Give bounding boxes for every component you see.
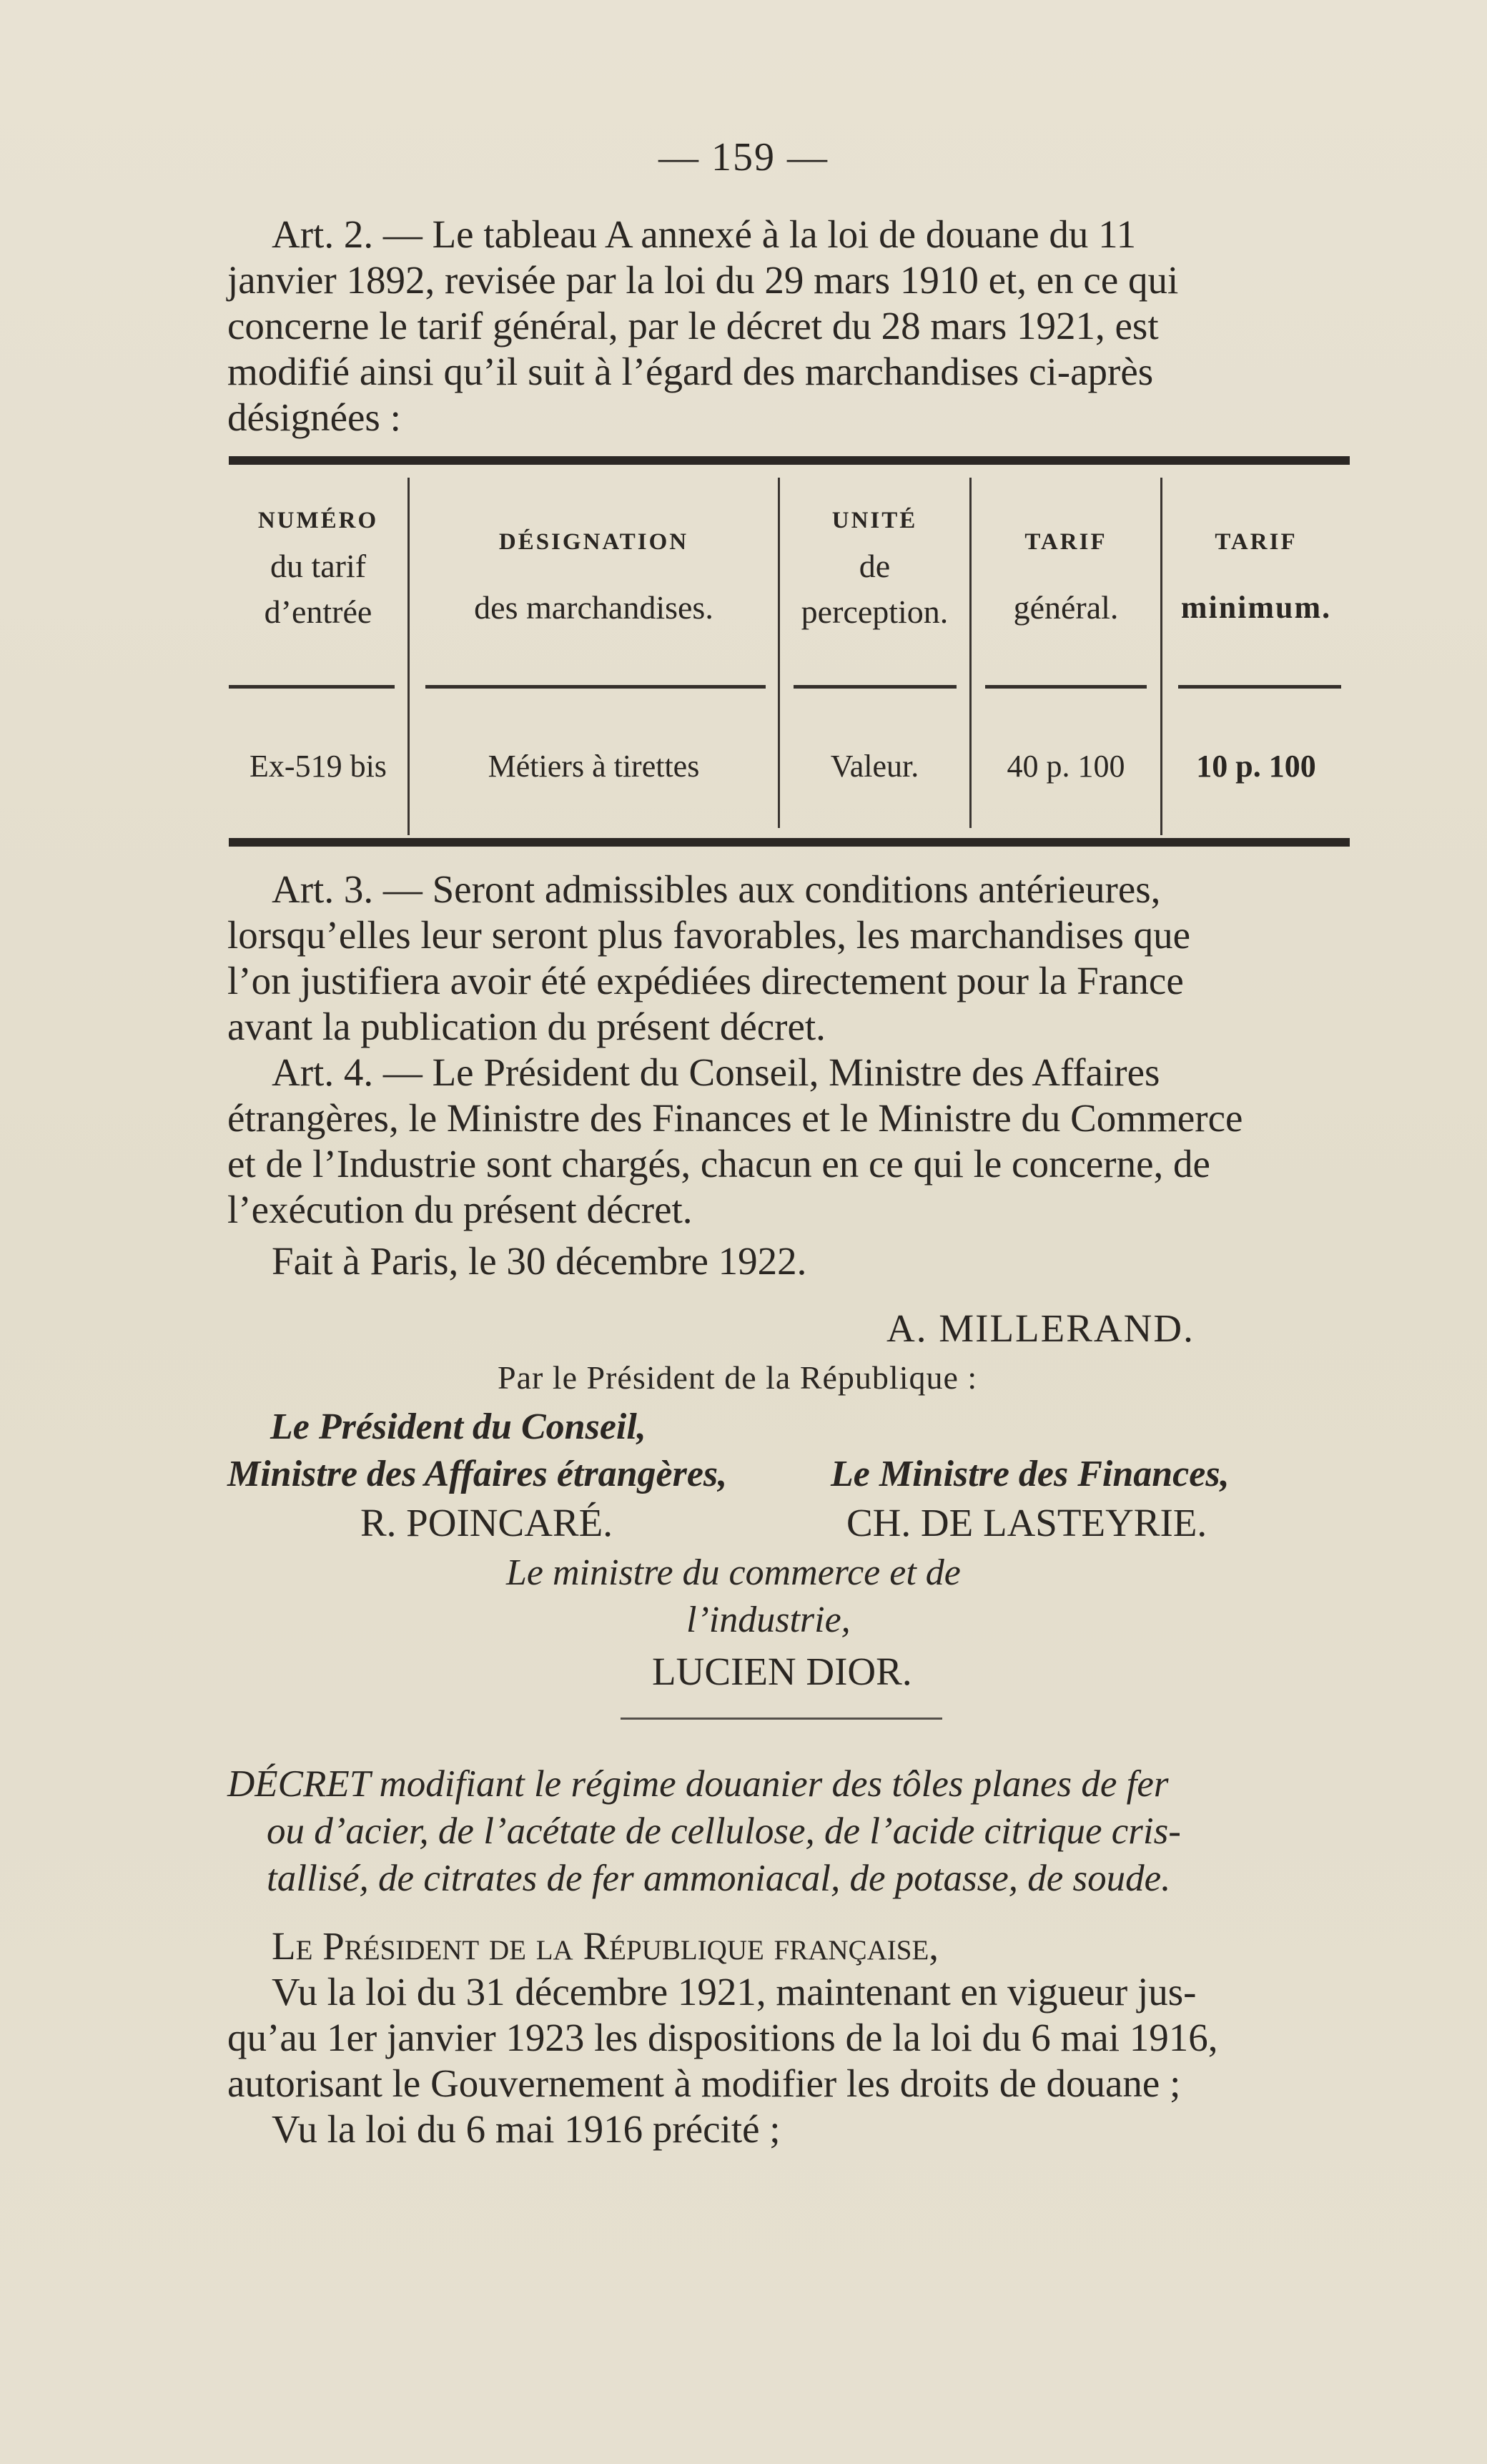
preamble-line: autorisant le Gouvernement à modifier les droits de douane ;	[227, 2061, 1181, 2105]
lasteyrie-name: CH. DE LASTEYRIE.	[846, 1501, 1207, 1544]
article-2-line: concerne le tarif général, par le décret du 28 mars 1921, est	[227, 304, 1159, 348]
header-underline	[794, 685, 957, 689]
preamble-line: qu’au 1er janvier 1923 les dispositions de la loi du 6 mai 1916,	[227, 2016, 1218, 2059]
tariff-table	[229, 478, 1350, 835]
article-2-line: désignées :	[227, 395, 401, 439]
article-2-line: janvier 1892, revisée par la loi du 29 mars 1910 et, en ce qui	[227, 258, 1179, 302]
decret-title-line: ou d’acier, de l’acétate de cellulose, de l’acide citrique cris-	[267, 1810, 1181, 1852]
header-unite: UNITÉ de perception.	[801, 508, 949, 630]
preamble	[227, 1923, 1353, 2152]
header-underline	[229, 685, 395, 689]
pc-title-1: Le Président du Conseil,	[270, 1406, 646, 1447]
fait-a-paris: Fait à Paris, le 30 décembre 1922.	[272, 1239, 807, 1283]
cell-numero: Ex-519 bis	[250, 749, 387, 784]
article-2	[227, 212, 1353, 440]
article-3-line: avant la publication du présent décret.	[227, 1005, 826, 1048]
cell-tarif-minimum: 10 p. 100	[1196, 749, 1316, 784]
cell-unite: Valeur.	[830, 749, 919, 784]
article-4-line: étrangères, le Ministre des Finances et le Ministre du Commerce	[227, 1096, 1243, 1140]
article-4-line: l’exécution du présent décret.	[227, 1188, 693, 1231]
cell-designation: Métiers à tirettes	[488, 749, 700, 784]
article-4-line: Art. 4. — Le Président du Conseil, Ministre des Affaires	[272, 1050, 1160, 1094]
decret-title	[227, 1760, 1353, 1902]
dior-name: LUCIEN DIOR.	[652, 1650, 912, 1693]
article-2-line: modifié ainsi qu’il suit à l’égard des marchandises ci-après	[227, 350, 1154, 393]
article-3	[227, 867, 1353, 1050]
header-designation: DÉSIGNATION des marchandises.	[474, 529, 713, 626]
president-signature: A. MILLERAND.	[886, 1306, 1195, 1350]
decret-title-line: tallisé, de citrates de fer ammoniacal, de potasse, de soude.	[267, 1858, 1171, 1899]
table-top-rule	[229, 456, 1350, 465]
header-numero: NUMÉRO du tarif d’entrée	[257, 508, 379, 630]
article-4-line: et de l’Industrie sont chargés, chacun en ce qui le concerne, de	[227, 1142, 1210, 1186]
article-3-line: l’on justifiera avoir été expédiées directement pour la France	[227, 959, 1184, 1002]
finances-title: Le Ministre des Finances,	[831, 1454, 1230, 1494]
header-underline	[425, 685, 766, 689]
preamble-line: Le Président de la République française,	[272, 1924, 939, 1968]
header-tarif-general: TARIF général.	[1013, 529, 1119, 626]
decret-title-line: DÉCRET modifiant le régime douanier des tôles planes de fer	[227, 1763, 1169, 1805]
header-underline	[985, 685, 1147, 689]
poincare-name: R. POINCARÉ.	[360, 1501, 613, 1544]
preamble-line: Vu la loi du 31 décembre 1921, maintenant en vigueur jus-	[272, 1970, 1197, 2014]
table-bottom-rule	[229, 838, 1350, 847]
separator-rule	[621, 1718, 942, 1720]
page-number: — 159 —	[658, 135, 829, 179]
header-underline	[1178, 685, 1341, 689]
article-3-line: lorsqu’elles leur seront plus favorables, les marchandises que	[227, 913, 1191, 957]
commerce-title-1: Le ministre du commerce et de	[506, 1552, 961, 1593]
pc-title-2: Ministre des Affaires étrangères,	[227, 1454, 728, 1494]
commerce-title-2: l’industrie,	[686, 1600, 851, 1640]
par-le-president: Par le Président de la République :	[498, 1359, 978, 1396]
article-3-line: Art. 3. — Seront admissibles aux conditions antérieures,	[272, 867, 1161, 911]
header-tarif-minimum: TARIF minimum.	[1180, 529, 1332, 625]
preamble-line: Vu la loi du 6 mai 1916 précité ;	[272, 2107, 781, 2151]
article-2-line: Art. 2. — Le tableau A annexé à la loi de douane du 11	[272, 212, 1137, 256]
article-4	[227, 1050, 1353, 1233]
cell-tarif-general: 40 p. 100	[1007, 749, 1125, 784]
